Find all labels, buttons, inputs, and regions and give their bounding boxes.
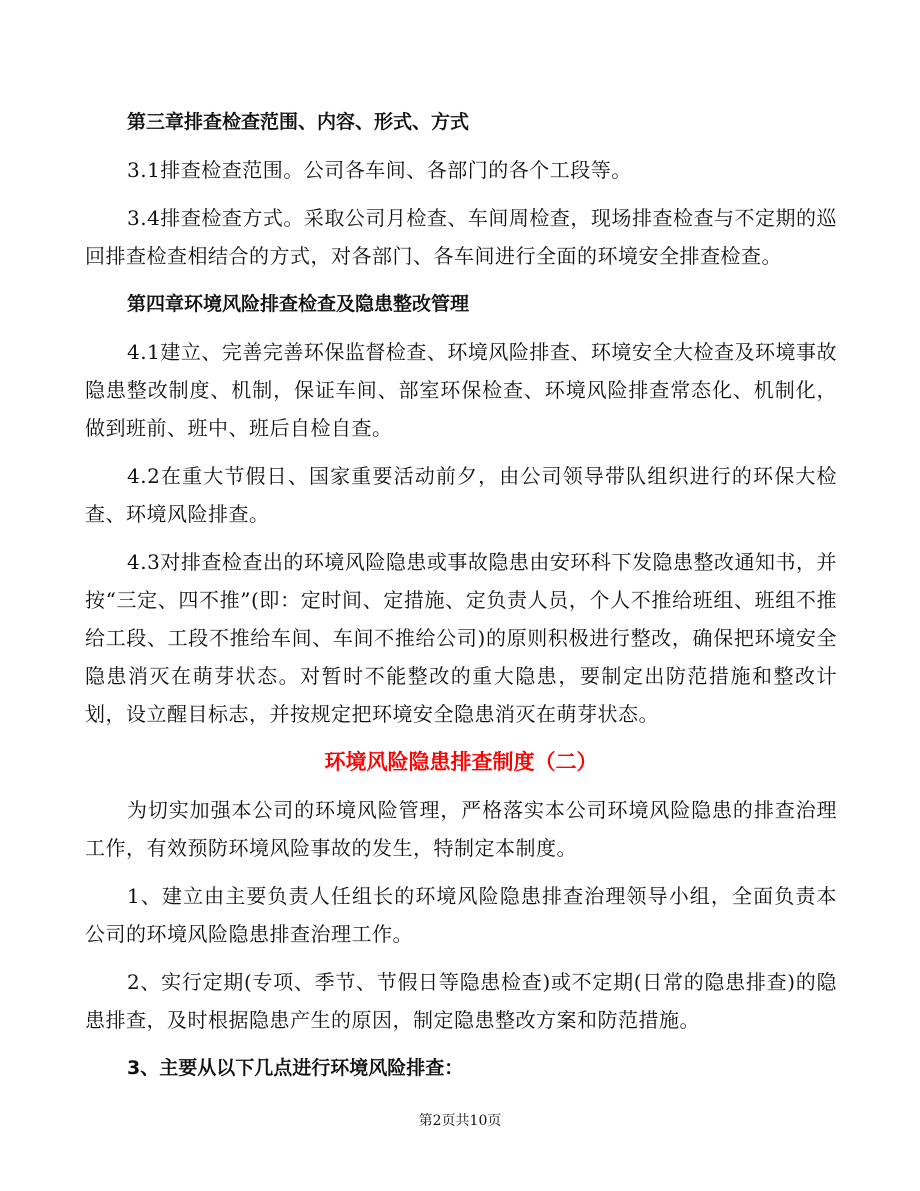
- item-2-paragraph: 2、实行定期(专项、季节、节假日等隐患检查)或不定期(日常的隐患排查)的隐患排查，及时根据隐患产生的原因，制定隐患整改方案和防范措施。: [85, 970, 837, 1032]
- document-body: [85, 103, 837, 1097]
- paragraph-3-4: 3.4排查检查方式。采取公司月检查、车间周检查，现场排查检查与不定期的巡回排查检查相结合的方式，对各部门、各车间进行全面的环境安全排查检查。: [85, 206, 837, 268]
- chapter-3-heading: 第三章排查检查范围、内容、形式、方式: [127, 111, 470, 133]
- item-3-heading: 3、主要从以下几点进行环境风险排查：: [127, 1057, 464, 1079]
- paragraph-3-1: 3.1排查检查范围。公司各车间、各部门的各个工段等。: [127, 158, 632, 182]
- paragraph-4-3: 4.3对排查检查出的环境风险隐患或事故隐患由安环科下发隐患整改通知书，并按“三定、四不推”(即：定时间、定措施、定负责人员，个人不推给班组、班组不推给工段、工段不推给车间、车间不推给公司)的原则积极进行整改，确保把环境安全隐患消灭在萌芽状态。对暂时不能整改的重大隐患，要制定出防范措施和整改计划，设立醒目标志，并按规定把环境安全隐患消灭在萌芽状态。: [85, 550, 837, 726]
- paragraph-4-1: 4.1建立、完善完善环保监督检查、环境风险排查、环境安全大检查及环境事故隐患整改制度、机制，保证车间、部室环保检查、环境风险排查常态化、机制化，做到班前、班中、班后自检自查。: [85, 340, 837, 440]
- section-title: 环境风险隐患排查制度（二）: [324, 750, 598, 774]
- intro-paragraph: 为切实加强本公司的环境风险管理，严格落实本公司环境风险隐患的排查治理工作，有效预防环境风险事故的发生，特制定本制度。: [85, 798, 837, 860]
- chapter-4-heading: 第四章环境风险排查检查及隐患整改管理: [127, 293, 470, 315]
- page-number: 第2页共10页: [418, 1113, 502, 1129]
- paragraph-4-2: 4.2在重大节假日、国家重要活动前夕，由公司领导带队组织进行的环保大检查、环境风险排查。: [85, 464, 837, 526]
- item-1-paragraph: 1、建立由主要负责人任组长的环境风险隐患排查治理领导小组，全面负责本公司的环境风险隐患排查治理工作。: [85, 884, 837, 946]
